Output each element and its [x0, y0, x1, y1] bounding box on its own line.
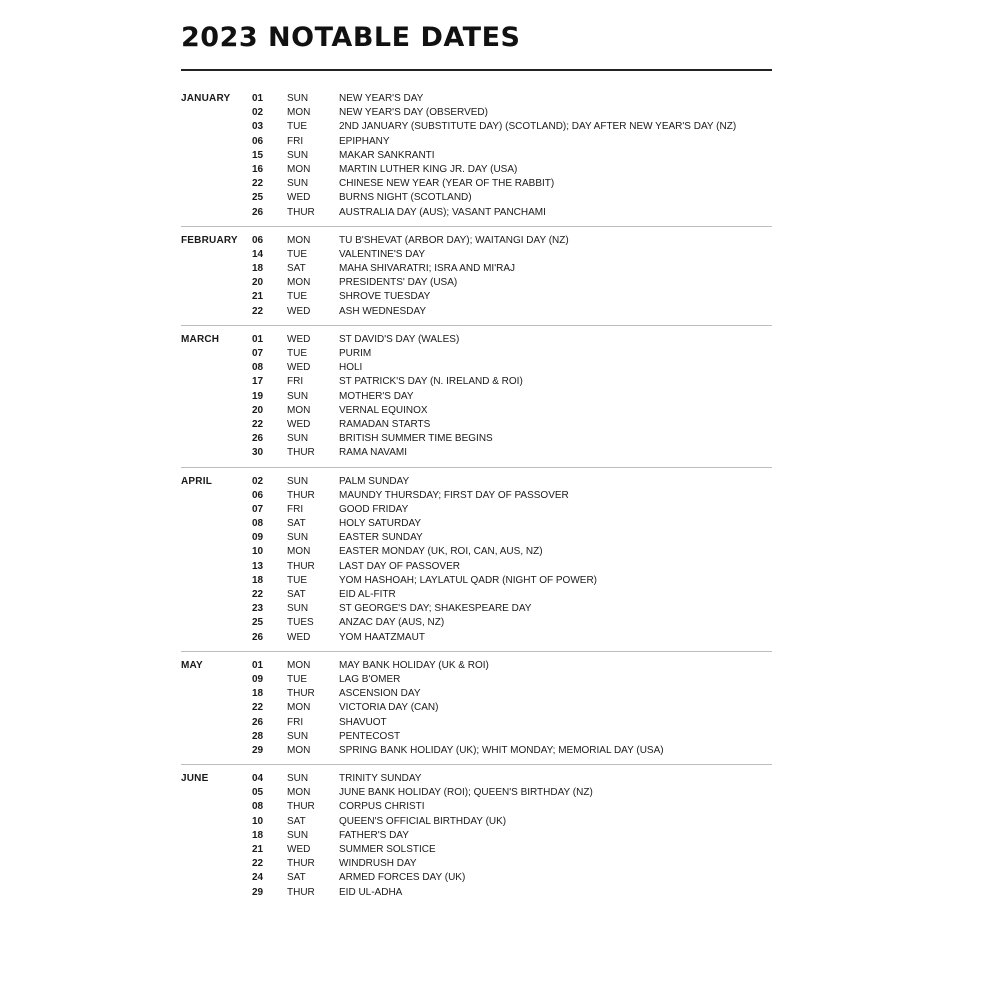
event-weekday: MON [287, 546, 311, 558]
event-weekday: SUN [287, 475, 309, 487]
event-name: VICTORIA DAY (CAN) [339, 702, 439, 714]
event-day: 08 [252, 362, 264, 374]
event-weekday: WED [287, 305, 311, 317]
event-name: MARTIN LUTHER KING JR. DAY (USA) [339, 163, 518, 175]
event-name: GOOD FRIDAY [339, 503, 409, 515]
event-name: CHINESE NEW YEAR (YEAR OF THE RABBIT) [339, 178, 555, 190]
event-day: 02 [252, 475, 264, 487]
event-name: CORPUS CHRISTI [339, 801, 425, 813]
event-day: 25 [252, 192, 264, 204]
event-row [252, 333, 781, 347]
event-name: ST GEORGE'S DAY; SHAKESPEARE DAY [339, 603, 532, 615]
event-list [252, 659, 781, 758]
event-day: 18 [252, 263, 264, 275]
event-name: EPIPHANY [339, 135, 390, 147]
event-row [252, 631, 781, 645]
event-day: 13 [252, 560, 264, 572]
event-weekday: THUR [287, 688, 315, 700]
event-weekday: SUN [287, 149, 309, 161]
event-name: EID AL-FITR [339, 589, 396, 600]
event-row [252, 800, 781, 814]
event-row [252, 871, 781, 885]
event-row [252, 843, 781, 857]
event-name: MAKAR SANKRANTI [339, 149, 435, 161]
event-weekday: MON [287, 787, 311, 799]
event-weekday: SAT [287, 263, 306, 275]
event-weekday: TUES [287, 617, 314, 629]
event-weekday: SUN [287, 390, 309, 402]
event-name: AUSTRALIA DAY (AUS); VASANT PANCHAMI [339, 206, 546, 218]
event-weekday: MON [287, 702, 311, 714]
event-row [252, 730, 781, 744]
event-row [252, 375, 781, 389]
event-day: 26 [252, 206, 264, 218]
event-list [252, 92, 781, 220]
event-weekday: MON [287, 277, 311, 289]
event-weekday: THUR [287, 206, 315, 218]
month-name: APRIL [181, 475, 212, 487]
event-row [252, 829, 781, 843]
event-row [252, 673, 781, 687]
event-row [252, 815, 781, 829]
event-row [252, 177, 781, 191]
event-row [252, 163, 781, 177]
event-day: 26 [252, 631, 264, 643]
event-row [252, 248, 781, 262]
event-day: 01 [252, 659, 264, 671]
event-day: 21 [252, 844, 264, 855]
event-weekday: SUN [287, 773, 309, 785]
event-weekday: THUR [287, 447, 315, 459]
month-section-february [181, 234, 781, 319]
event-weekday: WED [287, 418, 311, 430]
event-day: 22 [252, 858, 264, 870]
event-name: RAMA NAVAMI [339, 447, 407, 459]
event-row [252, 716, 781, 730]
event-day: 08 [252, 518, 264, 530]
event-day: 01 [252, 333, 264, 345]
event-row [252, 262, 781, 276]
event-name: YOM HAATZMAUT [339, 631, 425, 643]
event-day: 02 [252, 107, 264, 119]
event-row [252, 206, 781, 220]
event-name: SHROVE TUESDAY [339, 291, 431, 303]
event-row [252, 475, 781, 489]
event-row [252, 106, 781, 120]
month-divider [181, 325, 772, 326]
event-name: NEW YEAR'S DAY (OBSERVED) [339, 107, 488, 119]
event-name: PURIM [339, 348, 372, 359]
event-weekday: MON [287, 163, 311, 175]
event-name: VERNAL EQUINOX [339, 404, 428, 416]
event-weekday: TUE [287, 673, 307, 685]
event-row [252, 545, 781, 559]
event-row [252, 135, 781, 149]
event-row [252, 786, 781, 800]
event-name: ARMED FORCES DAY (UK) [339, 872, 466, 884]
event-name: LAST DAY OF PASSOVER [339, 560, 460, 572]
event-name: TRINITY SUNDAY [339, 773, 422, 785]
event-weekday: WED [287, 362, 311, 374]
month-name: JUNE [181, 773, 209, 785]
event-name: PALM SUNDAY [339, 475, 410, 487]
month-section-may [181, 659, 781, 758]
event-name: MAUNDY THURSDAY; FIRST DAY OF PASSOVER [339, 489, 569, 501]
event-name: VALENTINE'S DAY [339, 248, 426, 260]
event-day: 06 [252, 234, 264, 246]
event-list [252, 234, 781, 319]
month-section-april [181, 475, 781, 645]
event-row [252, 347, 781, 361]
event-day: 05 [252, 787, 264, 799]
event-row [252, 290, 781, 304]
event-weekday: THUR [287, 858, 315, 870]
event-list [252, 475, 781, 645]
event-day: 01 [252, 93, 264, 104]
event-row [252, 503, 781, 517]
event-weekday: SUN [287, 730, 309, 742]
event-weekday: FRI [287, 503, 304, 515]
months-list [181, 92, 781, 900]
event-weekday: SUN [287, 93, 309, 104]
month-section-march [181, 333, 781, 461]
event-weekday: MON [287, 107, 311, 119]
event-day: 24 [252, 872, 264, 884]
event-day: 22 [252, 178, 264, 190]
month-section-january [181, 92, 781, 220]
event-name: MAHA SHIVARATRI; ISRA AND MI'RAJ [339, 263, 516, 275]
event-weekday: WED [287, 192, 311, 204]
event-row [252, 517, 781, 531]
event-weekday: SUN [287, 178, 309, 190]
event-weekday: THUR [287, 801, 315, 813]
event-day: 19 [252, 390, 264, 402]
event-day: 09 [252, 532, 264, 544]
event-day: 03 [252, 121, 264, 133]
event-row [252, 560, 781, 574]
event-name: MOTHER'S DAY [339, 390, 414, 402]
event-weekday: WED [287, 844, 311, 855]
event-name: BURNS NIGHT (SCOTLAND) [339, 192, 472, 204]
event-name: LAG B'OMER [339, 673, 401, 685]
event-day: 10 [252, 815, 264, 827]
event-name: MAY BANK HOLIDAY (UK & ROI) [339, 659, 489, 671]
event-weekday: SUN [287, 603, 309, 615]
event-name: 2ND JANUARY (SUBSTITUTE DAY) (SCOTLAND); DAY AFTER NEW YEAR'S DAY (NZ) [339, 121, 737, 133]
event-name: QUEEN'S OFFICIAL BIRTHDAY (UK) [339, 815, 507, 827]
event-row [252, 531, 781, 545]
event-row [252, 418, 781, 432]
event-name: ST DAVID'S DAY (WALES) [339, 333, 460, 345]
event-weekday: MON [287, 234, 311, 246]
event-name: ST PATRICK'S DAY (N. IRELAND & ROI) [339, 376, 523, 388]
month-name: MARCH [181, 333, 220, 345]
event-weekday: FRI [287, 716, 304, 728]
event-weekday: TUE [287, 121, 307, 133]
event-name: SUMMER SOLSTICE [339, 844, 436, 855]
event-row [252, 432, 781, 446]
event-name: EASTER MONDAY (UK, ROI, CAN, AUS, NZ) [339, 546, 543, 558]
event-name: EID UL-ADHA [339, 886, 403, 898]
event-row [252, 857, 781, 871]
event-row [252, 446, 781, 460]
event-day: 06 [252, 135, 264, 147]
event-name: ASCENSION DAY [339, 688, 421, 700]
event-day: 14 [252, 248, 264, 260]
event-row [252, 149, 781, 163]
event-name: JUNE BANK HOLIDAY (ROI); QUEEN'S BIRTHDAY (NZ) [339, 787, 593, 799]
event-day: 25 [252, 617, 264, 629]
event-day: 26 [252, 433, 264, 445]
month-divider [181, 651, 772, 652]
event-name: HOLI [339, 362, 363, 374]
event-name: EASTER SUNDAY [339, 532, 423, 544]
event-name: PENTECOST [339, 730, 401, 742]
event-name: NEW YEAR'S DAY [339, 93, 424, 104]
event-row [252, 305, 781, 319]
event-day: 28 [252, 730, 264, 742]
event-row [252, 92, 781, 106]
event-row [252, 120, 781, 134]
event-weekday: SAT [287, 518, 306, 530]
event-day: 30 [252, 447, 264, 459]
event-weekday: SAT [287, 872, 306, 884]
month-divider [181, 226, 772, 227]
event-row [252, 886, 781, 900]
month-name: JANUARY [181, 93, 231, 104]
event-weekday: TUE [287, 348, 307, 359]
event-day: 16 [252, 163, 264, 175]
event-day: 29 [252, 744, 264, 756]
event-list [252, 333, 781, 461]
event-row [252, 772, 781, 786]
event-weekday: TUE [287, 291, 307, 303]
event-name: FATHER'S DAY [339, 829, 409, 841]
month-name: MAY [181, 659, 203, 671]
event-day: 09 [252, 673, 264, 685]
event-day: 07 [252, 503, 264, 515]
event-name: YOM HASHOAH; LAYLATUL QADR (NIGHT OF POWER) [339, 574, 597, 586]
event-weekday: FRI [287, 135, 304, 147]
event-name: SHAVUOT [339, 716, 387, 728]
event-row [252, 602, 781, 616]
event-day: 18 [252, 829, 264, 841]
event-weekday: SAT [287, 589, 306, 600]
event-row [252, 588, 781, 602]
event-row [252, 276, 781, 290]
event-row [252, 404, 781, 418]
month-section-june [181, 772, 781, 900]
event-day: 20 [252, 277, 264, 289]
event-day: 07 [252, 348, 264, 359]
event-row [252, 390, 781, 404]
event-weekday: SAT [287, 815, 306, 827]
title-divider [181, 69, 772, 71]
event-name: RAMADAN STARTS [339, 418, 431, 430]
event-day: 18 [252, 688, 264, 700]
event-name: WINDRUSH DAY [339, 858, 417, 870]
event-row [252, 489, 781, 503]
month-divider [181, 467, 772, 468]
event-day: 08 [252, 801, 264, 813]
event-weekday: TUE [287, 574, 307, 586]
event-weekday: TUE [287, 248, 307, 260]
event-day: 29 [252, 886, 264, 898]
event-name: SPRING BANK HOLIDAY (UK); WHIT MONDAY; MEMORIAL DAY (USA) [339, 744, 664, 756]
event-day: 22 [252, 418, 264, 430]
event-day: 10 [252, 546, 264, 558]
event-weekday: WED [287, 631, 311, 643]
event-day: 18 [252, 574, 264, 586]
event-name: ASH WEDNESDAY [339, 305, 427, 317]
event-weekday: SUN [287, 829, 309, 841]
event-weekday: MON [287, 404, 311, 416]
event-row [252, 361, 781, 375]
event-day: 17 [252, 376, 264, 388]
event-weekday: THUR [287, 886, 315, 898]
event-row [252, 701, 781, 715]
event-name: ANZAC DAY (AUS, NZ) [339, 617, 445, 629]
event-row [252, 659, 781, 673]
page-title: 2023 NOTABLE DATES [181, 22, 521, 53]
event-day: 23 [252, 603, 264, 615]
event-weekday: WED [287, 333, 311, 345]
event-day: 22 [252, 589, 264, 600]
month-name: FEBRUARY [181, 234, 238, 246]
event-day: 26 [252, 716, 264, 728]
event-row [252, 574, 781, 588]
event-name: BRITISH SUMMER TIME BEGINS [339, 433, 493, 445]
event-day: 04 [252, 773, 264, 785]
event-weekday: THUR [287, 489, 315, 501]
event-name: HOLY SATURDAY [339, 518, 422, 530]
event-weekday: SUN [287, 532, 309, 544]
event-name: TU B'SHEVAT (ARBOR DAY); WAITANGI DAY (NZ) [339, 234, 569, 246]
event-list [252, 772, 781, 900]
month-divider [181, 764, 772, 765]
event-weekday: SUN [287, 433, 309, 445]
event-name: PRESIDENTS' DAY (USA) [339, 277, 458, 289]
event-weekday: MON [287, 744, 311, 756]
event-day: 21 [252, 291, 264, 303]
event-day: 20 [252, 404, 264, 416]
event-weekday: THUR [287, 560, 315, 572]
event-day: 22 [252, 702, 264, 714]
event-row [252, 191, 781, 205]
event-row [252, 234, 781, 248]
event-weekday: MON [287, 659, 311, 671]
event-day: 06 [252, 489, 264, 501]
event-day: 22 [252, 305, 264, 317]
event-row [252, 744, 781, 758]
event-day: 15 [252, 149, 264, 161]
event-row [252, 687, 781, 701]
event-weekday: FRI [287, 376, 304, 388]
event-row [252, 616, 781, 630]
